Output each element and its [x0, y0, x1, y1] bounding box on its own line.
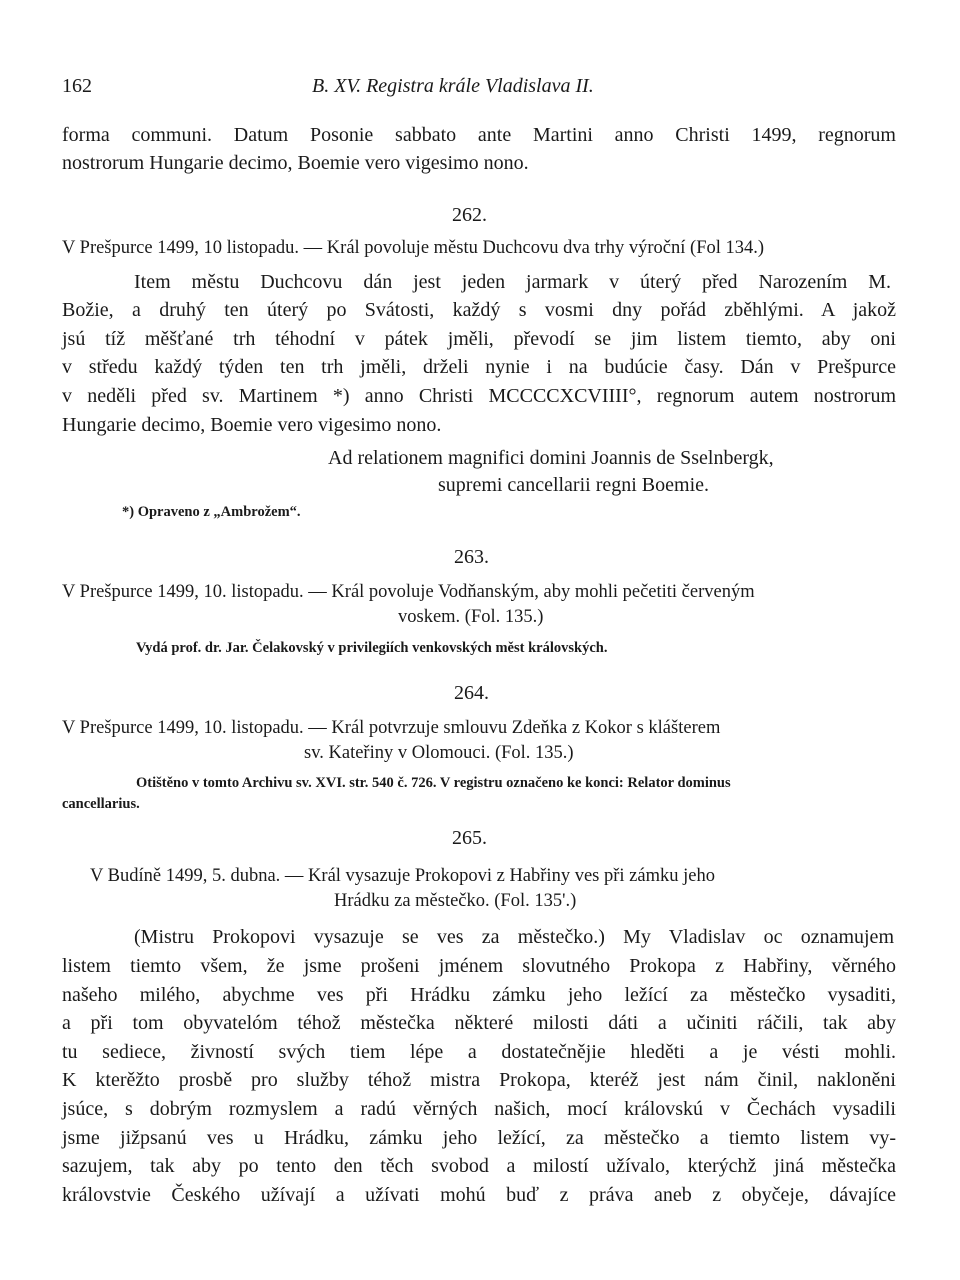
body-line: sazujem, tak aby po tento den těch svobod a milostí užívalo, kterýchž jiná městečka	[62, 1155, 896, 1177]
body-line: našeho milého, abychme ves při Hrádku zámku jeho ležící za městečko vysaditi,	[62, 984, 896, 1006]
entry-number: 264.	[454, 682, 489, 704]
running-title: B. XV. Registra krále Vladislava II.	[312, 75, 594, 97]
entry-heading: voskem. (Fol. 135.)	[398, 607, 544, 627]
entry-number: 265.	[452, 827, 487, 849]
body-line: Hungarie decimo, Boemie vero vigesimo nono.	[62, 414, 442, 436]
relation-line: Ad relationem magnifici domini Joannis de Sselnbergk,	[328, 447, 774, 469]
entry-number: 262.	[452, 204, 487, 226]
body-line: královstvie Českého užívají a užívati mohú buď z práva aneb z obyčeje, dávajíce	[62, 1184, 896, 1206]
entry-heading: V Prešpurce 1499, 10. listopadu. — Král potvrzuje smlouvu Zdeňka z Kokor s klášterem	[62, 718, 721, 738]
entry-note: cancellarius.	[62, 796, 140, 812]
entry-note: Vydá prof. dr. Jar. Čelakovský v privilegiích venkovských měst královských.	[136, 640, 608, 656]
body-line: v neděli před sv. Martinem *) anno Christi MCCCCXCVIIII°, regnorum autem nostrorum	[62, 385, 896, 407]
body-line: a při tom obyvatelóm téhož městečka některé milosti dáti a učiniti ráčili, tak aby	[62, 1012, 896, 1034]
body-line: jsúce, s dobrým rozmyslem a radú věrných našich, mocí královskú v Čechách vysadili	[62, 1098, 896, 1120]
body-line: v středu každý týden ten trh jměli, drželi nynie i na budúcie časy. Dán v Prešpurce	[62, 356, 896, 378]
entry-heading: sv. Kateřiny v Olomouci. (Fol. 135.)	[304, 743, 574, 763]
entry-heading: V Prešpurce 1499, 10. listopadu. — Král povoluje Vodňanským, aby mohli pečetiti červeným	[62, 582, 755, 602]
body-line: Item městu Duchcovu dán jest jeden jarmark v úterý před Narozením M.	[134, 271, 891, 293]
entry-heading: Hrádku za městečko. (Fol. 135'.)	[334, 891, 577, 911]
body-line: jsú tíž měšťané trh téhodní v pátek jměli, převodí se jim listem tiemto, aby oni	[62, 328, 896, 350]
body-line: (Mistru Prokopovi vysazuje se ves za městečko.) My Vladislav oc oznamujem	[134, 926, 894, 948]
body-line: tu sediece, živností svých tiem lépe a dostatečnějie hleděti a je vésti mohli.	[62, 1041, 896, 1063]
body-line: jsme jižpsanú ves u Hrádku, zámku jeho ležící, za městečko a tiemto listem vy-	[62, 1127, 896, 1149]
relation-line: supremi cancellarii regni Boemie.	[438, 474, 710, 496]
intro-line: nostrorum Hungarie decimo, Boemie vero vigesimo nono.	[62, 152, 529, 174]
entry-heading: V Budíně 1499, 5. dubna. — Král vysazuje Prokopovi z Habřiny ves při zámku jeho	[90, 866, 715, 886]
entry-heading: V Prešpurce 1499, 10 listopadu. — Král povoluje městu Duchcovu dva trhy výroční (Fol 134.)	[62, 238, 765, 258]
body-line: K kterěžto prosbě pro služby téhož mistra Prokopa, kteréž jest nám činil, nakloněni	[62, 1069, 896, 1091]
intro-line: forma communi. Datum Posonie sabbato ante Martini anno Christi 1499, regnorum	[62, 124, 896, 146]
body-line: listem tiemto všem, že jsme prošeni jménem slovutného Prokopa z Habřiny, věrného	[62, 955, 896, 977]
page-number: 162	[62, 75, 92, 97]
entry-number: 263.	[454, 546, 489, 568]
entry-note: Otištěno v tomto Archivu sv. XVI. str. 540 č. 726. V registru označeno ke konci: Relator dominus	[136, 775, 731, 791]
footnote: *) Opraveno z „Ambrožem“.	[122, 504, 301, 520]
body-line: Božie, a druhý ten úterý po Svátosti, každý s vosmi dny pořád zběhlými. A jakož	[62, 299, 896, 321]
